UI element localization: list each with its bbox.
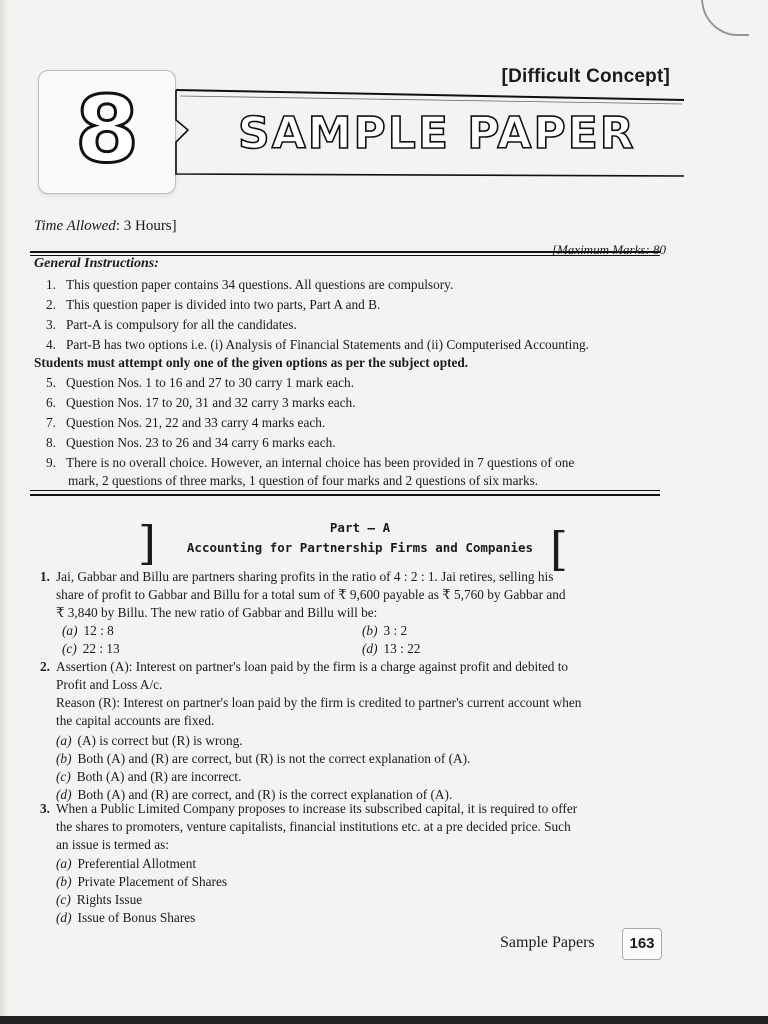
- question-text: ₹ 3,840 by Billu. The new ratio of Gabbar and Billu will be:: [56, 605, 378, 620]
- corner-mark: [701, 0, 749, 36]
- instruction-number: 5.: [46, 375, 56, 390]
- option-text: Both (A) and (R) are correct, but (R) is not the correct explanation of (A).: [77, 751, 471, 766]
- answer-option: [56, 909, 195, 927]
- option-text: Private Placement of Shares: [77, 874, 228, 889]
- option-key: (c): [56, 769, 71, 784]
- instruction-item: [40, 414, 325, 432]
- instructions-title: General Instructions:: [34, 256, 159, 271]
- instruction-number: 8.: [46, 435, 56, 450]
- instruction-item: [40, 336, 589, 354]
- question-number: 1.: [40, 569, 50, 584]
- instruction-item: [40, 394, 356, 412]
- page-number: 163: [622, 928, 662, 960]
- instruction-text: Question Nos. 21, 22 and 33 carry 4 marks each.: [66, 415, 326, 430]
- instruction-text: mark, 2 questions of three marks, 1 question of four marks and 2 questions of six marks.: [68, 473, 539, 488]
- answer-option: [56, 855, 196, 873]
- instruction-number: 1.: [46, 277, 56, 292]
- bottom-rule: [0, 1016, 768, 1024]
- answer-option: [56, 873, 227, 891]
- question-text: the capital accounts are fixed.: [56, 713, 215, 728]
- divider: [30, 251, 660, 253]
- option-text: Both (A) and (R) are incorrect.: [76, 769, 242, 784]
- option-text: 13 : 22: [383, 641, 421, 656]
- answer-option: [362, 622, 407, 640]
- option-text: Rights Issue: [76, 892, 143, 907]
- option-text: 12 : 8: [83, 623, 114, 638]
- question: [40, 658, 660, 730]
- instruction-number: 2.: [46, 297, 56, 312]
- time-allowed-label: Time Allowed: [34, 218, 116, 234]
- answer-option: [56, 891, 142, 909]
- option-key: (a): [56, 856, 72, 871]
- option-key: (c): [62, 641, 77, 656]
- part-subtitle: Accounting for Partnership Firms and Companies: [186, 540, 534, 555]
- question-number: 2.: [40, 659, 50, 674]
- instruction-text: This question paper contains 34 questions. All questions are compulsory.: [66, 277, 454, 292]
- instruction-text: Part-B has two options i.e. (i) Analysis of Financial Statements and (ii) Computerised Accounting.: [66, 337, 589, 352]
- instruction-item: [68, 472, 538, 490]
- instruction-number: 9.: [46, 455, 56, 470]
- instruction-number: 3.: [46, 317, 56, 332]
- answer-option: [62, 640, 120, 658]
- question: [40, 800, 660, 854]
- question-text: Reason (R): Interest on partner's loan paid by the firm is credited to partner's current account when: [56, 695, 582, 710]
- option-key: (d): [56, 787, 72, 802]
- answer-option: [62, 622, 114, 640]
- instruction-text: There is no overall choice. However, an internal choice has been provided in 7 questions of one: [66, 455, 575, 470]
- maximum-marks: [Maximum Marks: 80: [551, 242, 666, 257]
- option-key: (d): [56, 910, 72, 925]
- question-text: Assertion (A): Interest on partner's loan paid by the firm is a charge against profit and debited to: [56, 659, 569, 674]
- instruction-item: [40, 374, 354, 392]
- answer-option: [56, 732, 243, 750]
- option-text: 3 : 2: [383, 623, 408, 638]
- bracket-right-icon: [: [550, 522, 568, 576]
- option-key: (d): [362, 641, 378, 656]
- instruction-text: Question Nos. 1 to 16 and 27 to 30 carry 1 mark each.: [66, 375, 355, 390]
- instruction-item: [40, 434, 336, 452]
- option-text: Preferential Allotment: [77, 856, 197, 871]
- question: [40, 568, 660, 622]
- question-text: the shares to promoters, venture capitalists, financial institutions etc. at a pre decided price. Such: [56, 819, 571, 834]
- option-key: (a): [56, 733, 72, 748]
- footer-label: Sample Papers: [500, 934, 595, 951]
- option-key: (b): [362, 623, 378, 638]
- instruction-text: Students must attempt only one of the given options as per the subject opted.: [34, 355, 469, 370]
- bracket-left-icon: ]: [138, 516, 156, 570]
- option-text: 22 : 13: [82, 641, 120, 656]
- question-text: an issue is termed as:: [56, 837, 169, 852]
- option-key: (c): [56, 892, 71, 907]
- instruction-item: [34, 354, 468, 372]
- question-text: When a Public Limited Company proposes to increase its subscribed capital, it is required to offer: [56, 801, 578, 816]
- option-key: (b): [56, 874, 72, 889]
- question-text: Jai, Gabbar and Billu are partners sharing profits in the ratio of 4 : 2 : 1. Jai retires, selling his: [56, 569, 554, 584]
- instruction-item: [40, 276, 453, 294]
- instruction-number: 4.: [46, 337, 56, 352]
- instruction-text: Question Nos. 17 to 20, 31 and 32 carry 3 marks each.: [66, 395, 356, 410]
- answer-option: [56, 768, 241, 786]
- time-allowed-value: : 3 Hours]: [115, 218, 177, 234]
- option-text: Issue of Bonus Shares: [77, 910, 196, 925]
- part-heading: [138, 516, 568, 576]
- instruction-number: 7.: [46, 415, 56, 430]
- instruction-text: This question paper is divided into two parts, Part A and B.: [66, 297, 381, 312]
- chapter-number-box: [38, 70, 176, 194]
- question-text: Profit and Loss A/c.: [56, 677, 163, 692]
- option-key: (a): [62, 623, 78, 638]
- instruction-item: [40, 296, 380, 314]
- time-allowed: [34, 218, 177, 235]
- option-text: (A) is correct but (R) is wrong.: [77, 733, 243, 748]
- difficulty-label: [Difficult Concept]: [501, 66, 670, 87]
- instruction-text: Question Nos. 23 to 26 and 34 carry 6 marks each.: [66, 435, 336, 450]
- page-title: SAMPLE PAPER: [238, 108, 636, 159]
- question-number: 3.: [40, 801, 50, 816]
- instruction-item: [40, 316, 297, 334]
- part-name: Part – A: [329, 520, 391, 535]
- question-text: share of profit to Gabbar and Billu for a total sum of ₹ 9,600 payable as ₹ 5,760 by Gabbar and: [56, 587, 566, 602]
- chapter-number: 8: [74, 76, 139, 183]
- divider: [30, 490, 660, 491]
- option-key: (b): [56, 751, 72, 766]
- answer-option: [362, 640, 420, 658]
- answer-option: [56, 750, 470, 768]
- instruction-text: Part-A is compulsory for all the candidates.: [66, 317, 297, 332]
- option-text: Both (A) and (R) are correct, and (R) is the correct explanation of (A).: [77, 787, 453, 802]
- divider: [30, 494, 660, 496]
- instruction-item: [40, 454, 574, 472]
- instruction-number: 6.: [46, 395, 56, 410]
- page-edge: [0, 0, 8, 1024]
